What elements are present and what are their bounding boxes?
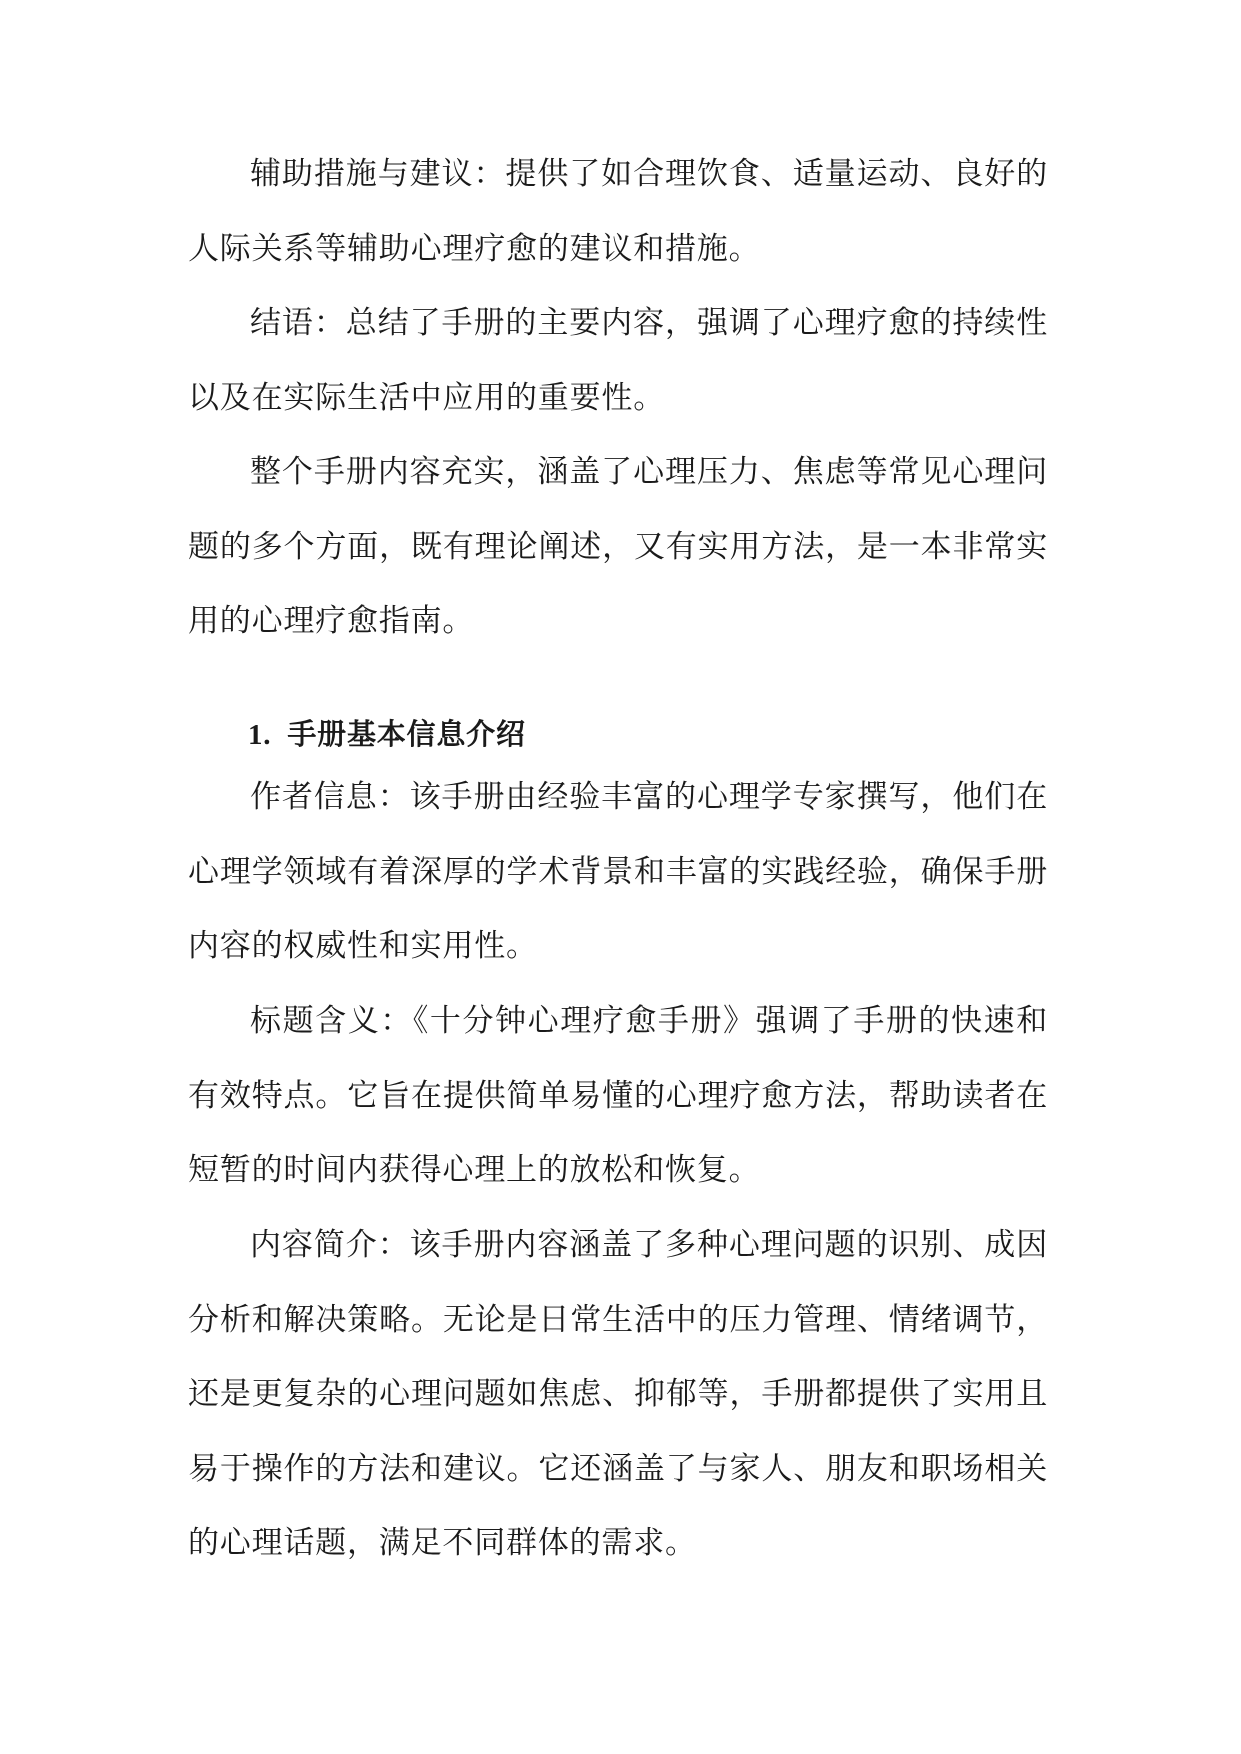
paragraph-author-info: 作者信息：该手册由经验丰富的心理学专家撰写，他们在心理学领域有着深厚的学术背景和丰富的实践经验，确保手册内容的权威性和实用性。 [188, 779, 1048, 964]
section-heading [248, 712, 526, 757]
section-number: 1. [248, 719, 272, 751]
paragraph-conclusion: 结语：总结了手册的主要内容，强调了心理疗愈的持续性以及在实际生活中应用的重要性。 [188, 305, 1048, 416]
paragraph-auxiliary-measures: 辅助措施与建议：提供了如合理饮食、适量运动、良好的人际关系等辅助心理疗愈的建议和措施。 [188, 156, 1048, 267]
section-title: 手册基本信息介绍 [287, 717, 526, 751]
paragraph-title-meaning: 标题含义：《十分钟心理疗愈手册》强调了手册的快速和有效特点。它旨在提供简单易懂的心理疗愈方法，帮助读者在短暂的时间内获得心理上的放松和恢复。 [188, 1003, 1048, 1188]
paragraph-content-intro: 内容简介：该手册内容涵盖了多种心理问题的识别、成因分析和解决策略。无论是日常生活中的压力管理、情绪调节，还是更复杂的心理问题如焦虑、抑郁等，手册都提供了实用且易于操作的方法和建议。它还涵盖了与家人、朋友和职场相关的心理话题，满足不同群体的需求。 [188, 1227, 1048, 1561]
paragraph-summary: 整个手册内容充实，涵盖了心理压力、焦虑等常见心理问题的多个方面，既有理论阐述，又有实用方法，是一本非常实用的心理疗愈指南。 [188, 454, 1048, 639]
